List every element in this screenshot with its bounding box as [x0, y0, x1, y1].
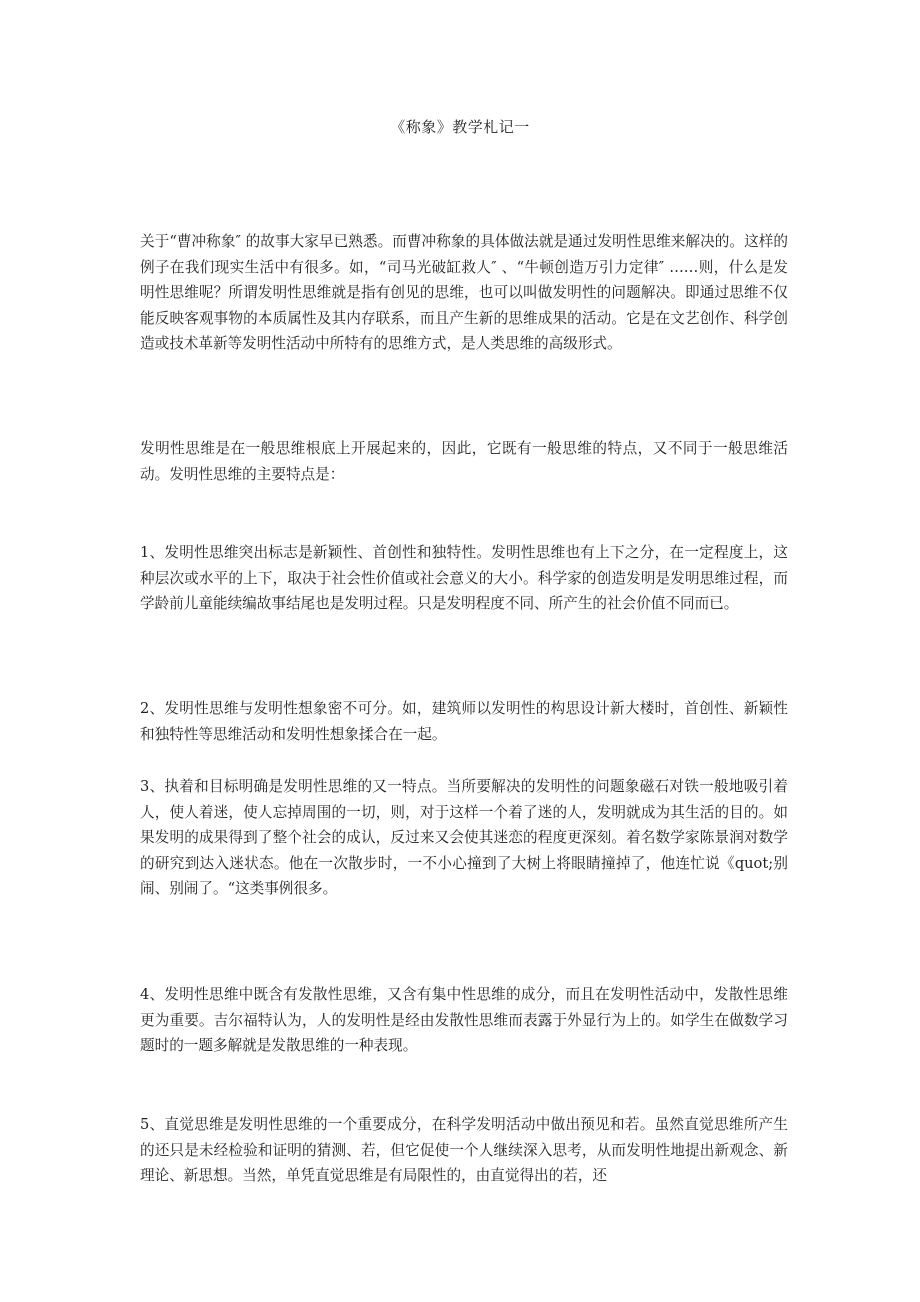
paragraph-feature-4: 4、发明性思维中既含有发散性思维，又含有集中性思维的成分，而且在发明性活动中，发散性思维更为重要。吉尔福特认为，人的发明性是经由发散性思维而表露于外显行为上的。如学生在做数学习题时的一题多解就是发散思维的一种表现。 [140, 986, 788, 1054]
paragraph-intro: 关于“曹冲称象″ 的故事大家早已熟悉。而曹冲称象的具体做法就是通过发明性思维来解决的。这样的例子在我们现实生活中有很多。如，“司马光破缸救人″ 、“牛顿创造万引力定律″ ……则，什么是发明性思维呢？所谓发明性思维就是指有创见的思维，也可以叫做发明性的问题解决。即通过思维不仅能反映客观事物的本质属性及其内存联系，而且产生新的思维成果的活动。它是在文艺创作、科学创造或技术革新等发明性活动中所特有的思维方式，是人类思维的高级形式。 [140, 233, 788, 352]
paragraph-feature-5: 5、直觉思维是发明性思维的一个重要成分，在科学发明活动中做出预见和若。虽然直觉思维所产生的还只是未经检验和证明的猜测、若，但它促使一个人继续深入思考，从而发明性地提出新观念、新理论、新思想。当然，单凭直觉思维是有局限性的，由直觉得出的若，还 [140, 1116, 788, 1184]
document-title: 《称象》教学札记一 [390, 118, 530, 136]
paragraph-feature-1: 1、发明性思维突出标志是新颖性、首创性和独特性。发明性思维也有上下之分，在一定程度上，这种层次或水平的上下，取决于社会性价值或社会意义的大小。科学家的创造发明是发明思维过程，而学龄前儿童能续编故事结尾也是发明过程。只是发明程度不同、所产生的社会价值不同而已。 [140, 544, 788, 612]
paragraph-feature-2: 2、发明性思维与发明性想象密不可分。如，建筑师以发明性的构思设计新大楼时，首创性、新颖性和独特性等思维活动和发明性想象揉合在一起。 [140, 700, 788, 743]
paragraph-feature-3: 3、执着和目标明确是发明性思维的又一特点。当所要解决的发明性的问题象磁石对铁一般地吸引着人，使人着迷，使人忘掉周围的一切，则，对于这样一个着了迷的人，发明就成为其生活的目的。如果发明的成果得到了整个社会的成认，反过来又会使其迷恋的程度更深刻。着名数学家陈景润对数学的研究到达入迷状态。他在一次散步时，一不小心撞到了大树上将眼睛撞掉了，他连忙说《quot;别闹、别闹了。“这类事例很多。 [140, 778, 788, 897]
paragraph-features-intro: 发明性思维是在一般思维根底上开展起来的，因此，它既有一般思维的特点，又不同于一般思维活动。发明性思维的主要特点是： [140, 440, 788, 483]
